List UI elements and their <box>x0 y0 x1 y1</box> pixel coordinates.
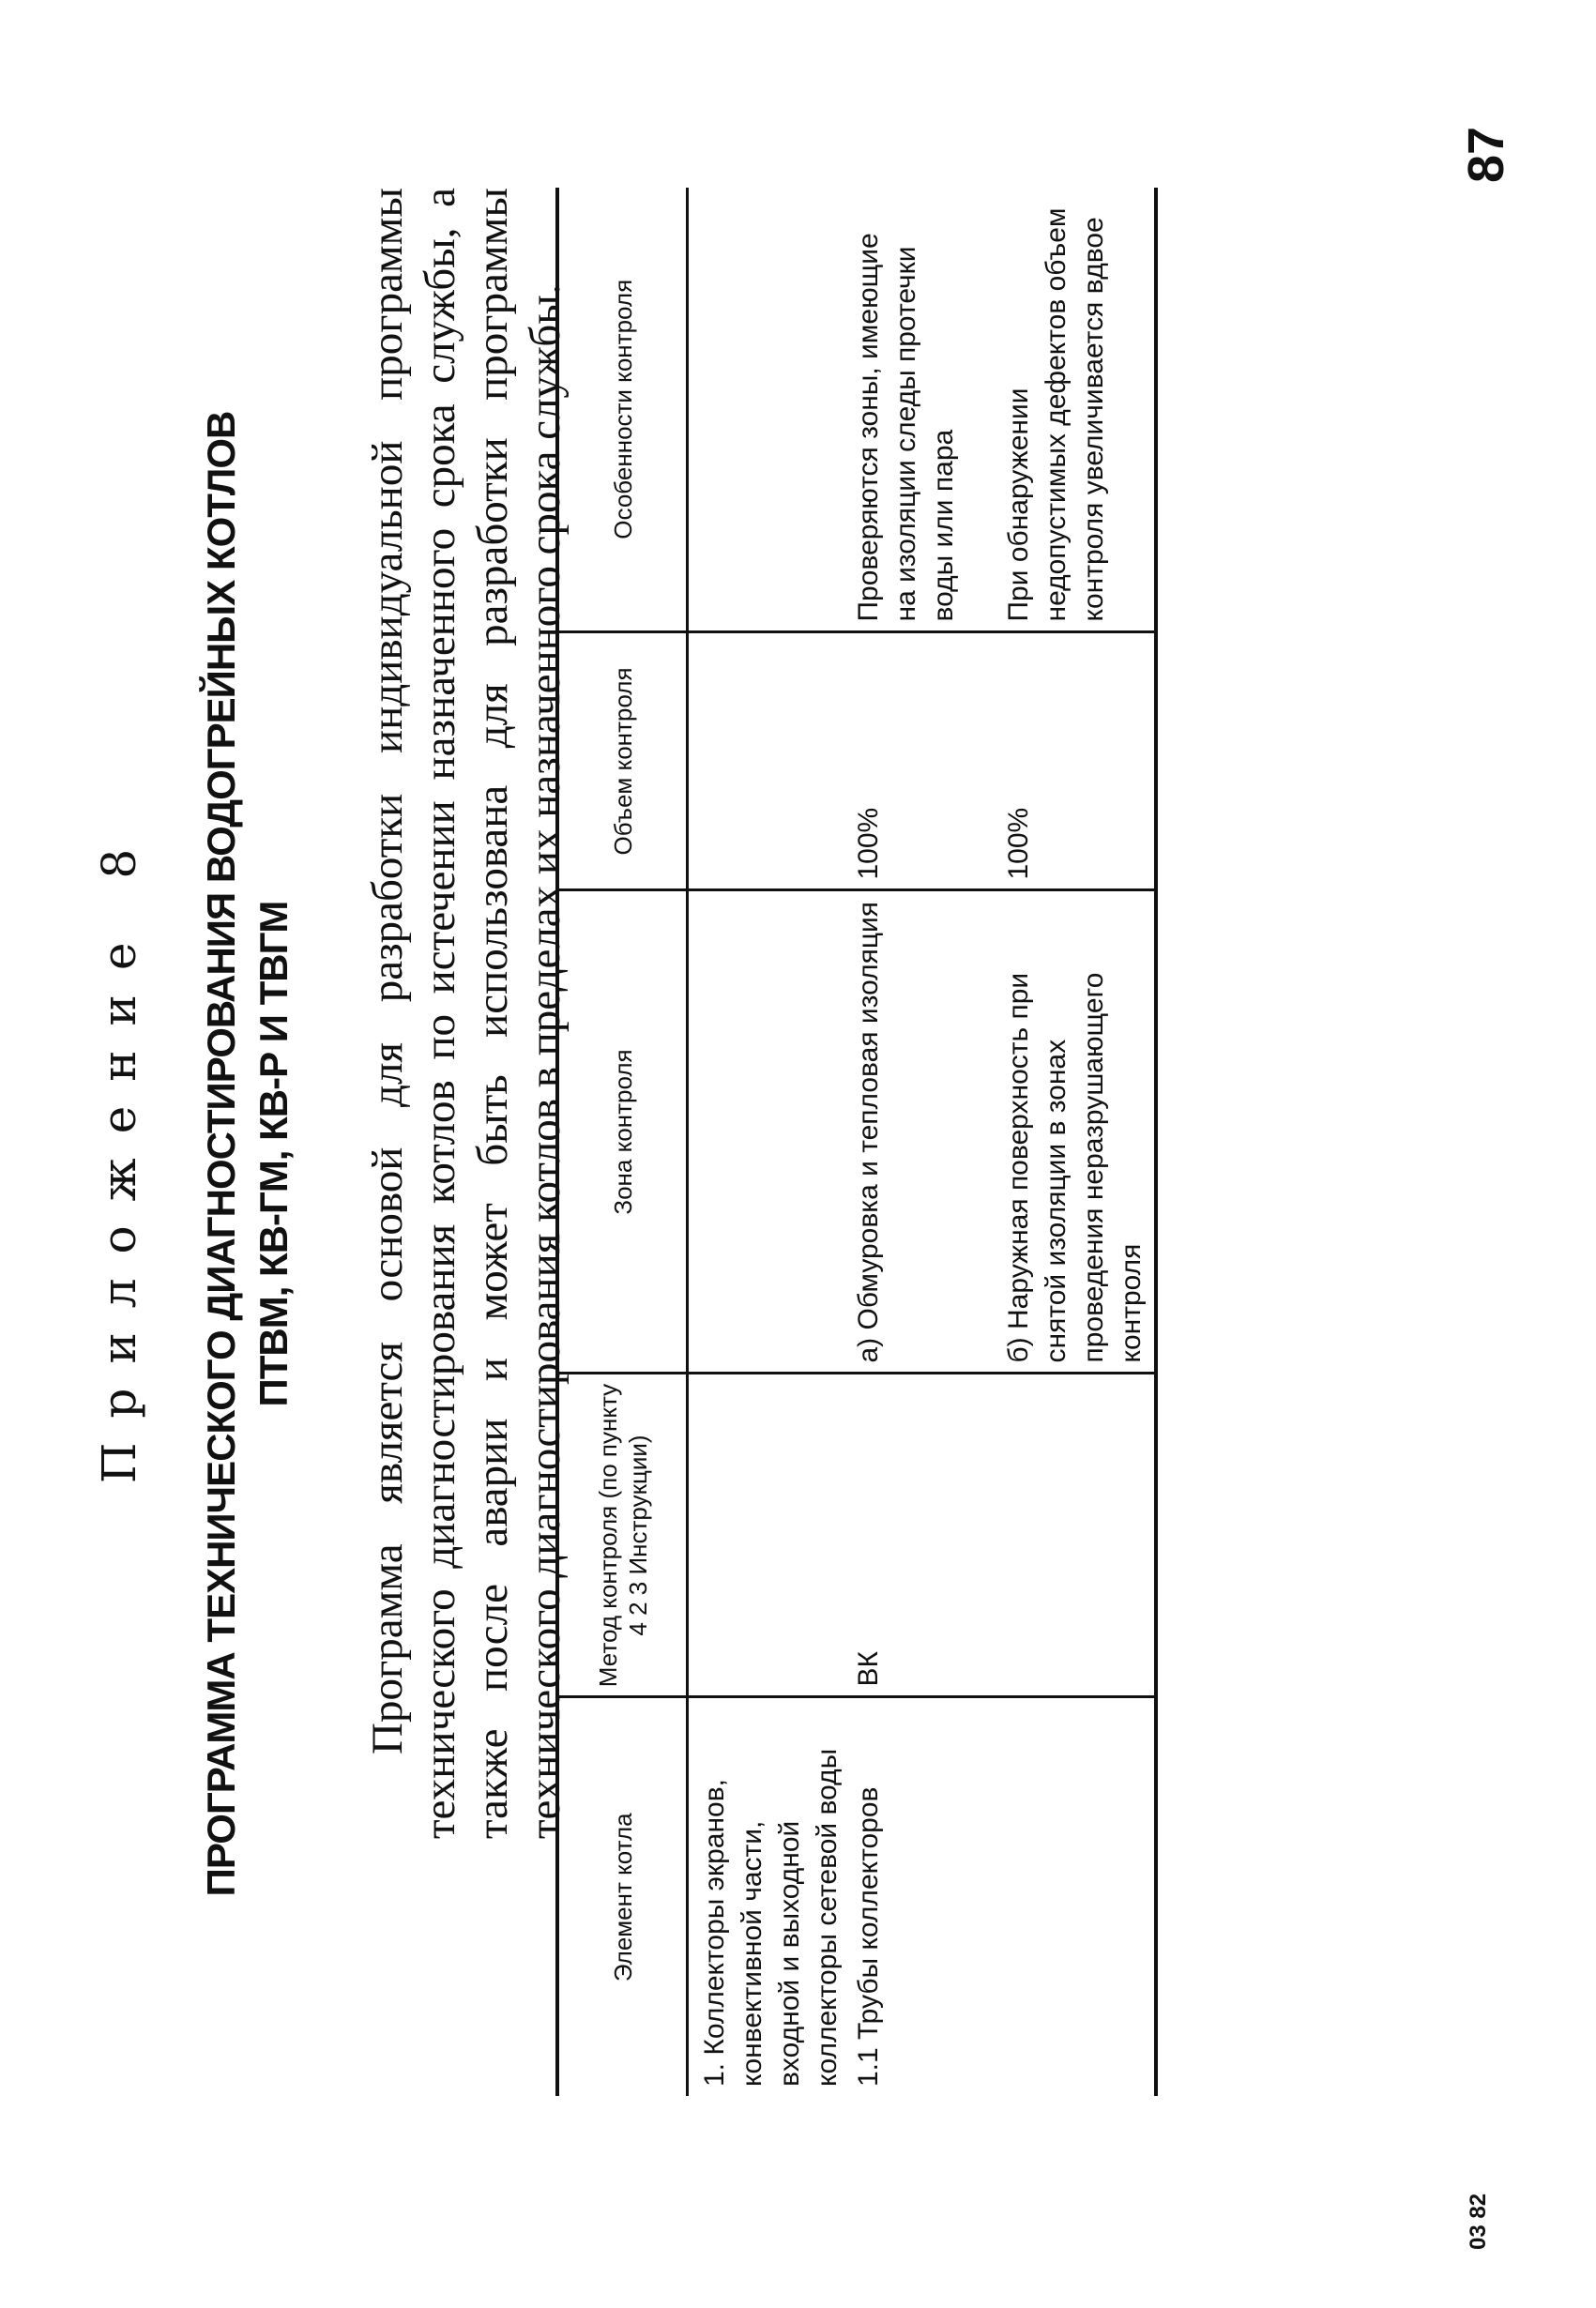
table-row <box>972 188 1156 2096</box>
table-cell <box>688 1374 847 1697</box>
diagnostics-table <box>555 188 1158 2096</box>
element-cell: 1.1 Трубы коллекторов <box>853 1786 884 2087</box>
zone-cell: б) Наружная поверхность при снятой изоляции в зонах проведения неразрушающего контроля <box>972 890 1156 1374</box>
table-cell <box>688 890 847 1374</box>
element-cell <box>972 1697 1156 2096</box>
volume-cell: 100% <box>846 632 972 890</box>
header-element: Элемент котла <box>557 1697 688 2096</box>
zone-cell: а) Обмуровка и тепловая изоляция <box>846 890 972 1374</box>
footer-code: 03 82 <box>1466 2193 1491 2250</box>
page-subtitle: ПТВМ, КВ-ГМ, КВ-Р И ТВГМ <box>251 901 296 1407</box>
header-zone: Зона контроля <box>557 890 688 1374</box>
features-cell: При обнаружении недопустимых дефектов объем контроля увеличивается вдвое <box>972 188 1156 632</box>
page-number: 87 <box>1458 126 1514 183</box>
volume-cell: 100% <box>972 632 1156 890</box>
intro-paragraph: Программа является основой для разработки индивидуальной программы технического диагностирования котлов по истечении назначенного срока службы, а также после аварии и может быть использована для разработки программы технического диагностирования котлов в пределах их назначенного срока службы. <box>363 188 570 1839</box>
table-row <box>688 188 847 2096</box>
table-cell <box>688 632 847 890</box>
appendix-label: Приложение 8 <box>92 824 146 1484</box>
header-method: Метод контроля (по пункту 4 2 3 Инструкции) <box>557 1374 688 1697</box>
table-cell <box>688 188 847 632</box>
header-features: Особенности контроля <box>557 188 688 632</box>
features-cell: Проверяются зоны, имеющие на изоляции следы протечки воды или пара <box>846 188 972 632</box>
method-cell <box>972 1374 1156 1697</box>
table-row <box>846 188 972 2096</box>
method-cell: ВК <box>846 1374 972 1697</box>
table-header-row <box>557 188 688 2096</box>
header-volume: Объем контроля <box>557 632 688 890</box>
section-heading-cell: 1. Коллекторы экранов, конвективной части, входной и выходной коллекторы сетевой воды <box>699 1748 843 2087</box>
page-title: ПРОГРАММА ТЕХНИЧЕСКОГО ДИАГНОСТИРОВАНИЯ ВОДОГРЕЙНЫХ КОТЛОВ <box>199 411 243 1897</box>
